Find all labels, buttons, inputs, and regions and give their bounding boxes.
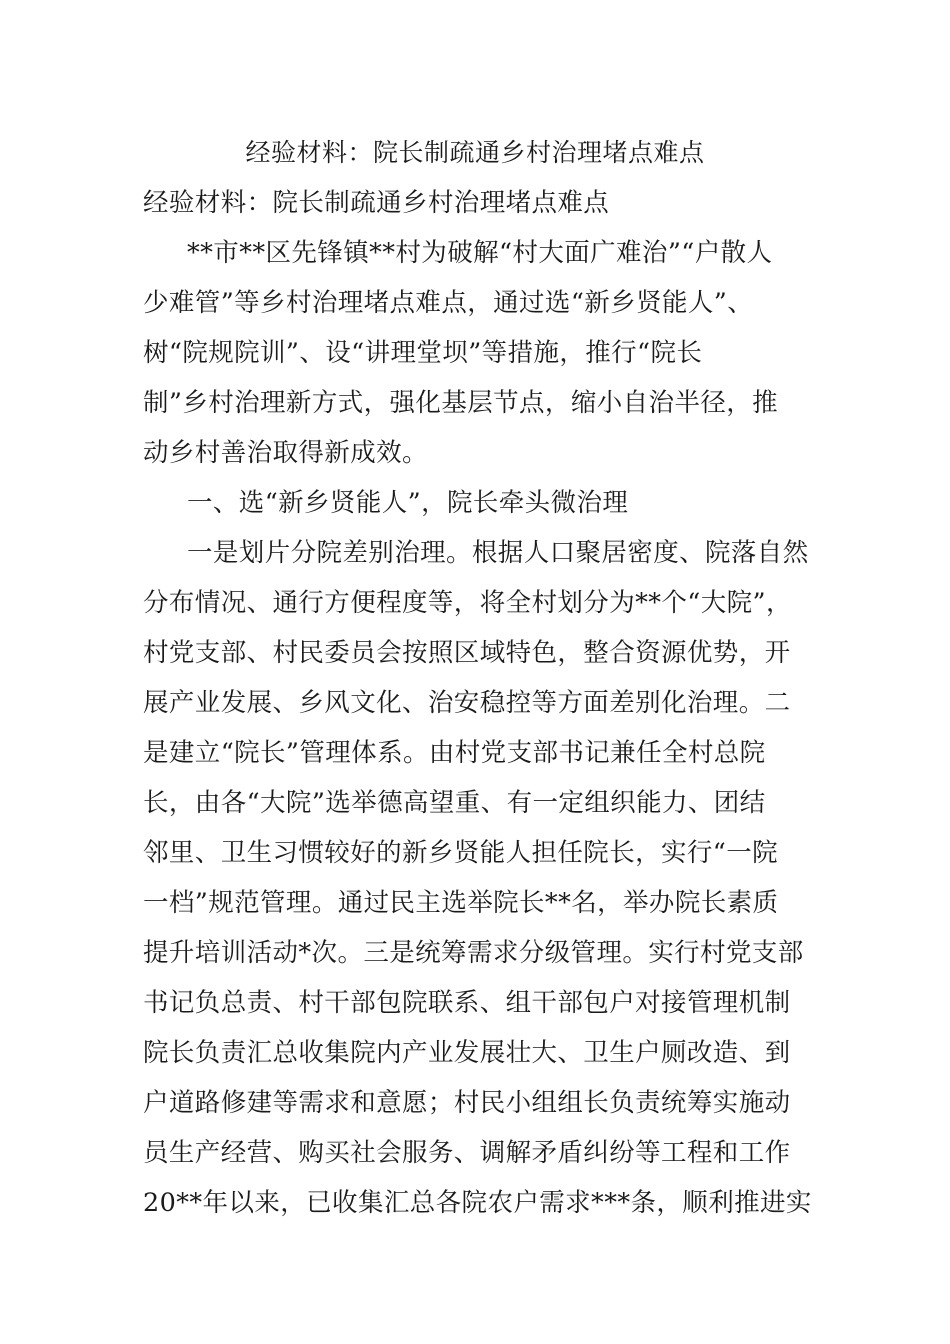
body-line-5: 动乡村善治取得新成效。 bbox=[143, 438, 428, 468]
body-line-4: 制”乡村治理新方式，强化基层节点，缩小自治半径，推 bbox=[143, 388, 779, 418]
body-line-13: 邻里、卫生习惯较好的新乡贤能人担任院长，实行“一院 bbox=[143, 838, 779, 868]
body-line-7: 一是划片分院差别治理。根据人口聚居密度、院落自然 bbox=[187, 538, 809, 568]
body-line-11: 是建立“院长”管理体系。由村党支部书记兼任全村总院 bbox=[143, 738, 766, 768]
body-line-1: **市**区先锋镇**村为破解“村大面广难治”“户散人 bbox=[187, 238, 773, 268]
body-line-2: 少难管”等乡村治理堵点难点，通过选“新乡贤能人”、 bbox=[143, 288, 754, 318]
document-title: 经验材料：院长制疏通乡村治理堵点难点 bbox=[245, 138, 705, 167]
body-line-10: 展产业发展、乡风文化、治安稳控等方面差别化治理。二 bbox=[143, 688, 791, 718]
body-line-subtitle: 经验材料：院长制疏通乡村治理堵点难点 bbox=[143, 188, 610, 218]
body-line-8: 分布情况、通行方便程度等，将全村划分为**个“大院”， bbox=[143, 588, 792, 618]
body-line-3: 树“院规院训”、设“讲理堂坝”等措施，推行“院长 bbox=[143, 338, 703, 368]
section-heading-1: 一、选“新乡贤能人”，院长牵头微治理 bbox=[187, 488, 629, 518]
body-line-20: 20**年以来，已收集汇总各院农户需求***条，顺利推进实 bbox=[143, 1188, 812, 1218]
body-line-15: 提升培训活动*次。三是统筹需求分级管理。实行村党支部 bbox=[143, 938, 804, 968]
body-line-14: 一档”规范管理。通过民主选举院长**名，举办院长素质 bbox=[143, 888, 779, 918]
body-line-12: 长，由各“大院”选举德高望重、有一定组织能力、团结 bbox=[143, 788, 766, 818]
body-line-18: 户道路修建等需求和意愿；村民小组组长负责统筹实施动 bbox=[143, 1088, 791, 1118]
body-line-17: 院长负责汇总收集院内产业发展壮大、卫生户厕改造、到 bbox=[143, 1038, 791, 1068]
body-line-19: 员生产经营、购买社会服务、调解矛盾纠纷等工程和工作 bbox=[143, 1138, 791, 1168]
body-line-9: 村党支部、村民委员会按照区域特色，整合资源优势，开 bbox=[143, 638, 791, 668]
body-line-16: 书记负总责、村干部包院联系、组干部包户对接管理机制 bbox=[143, 988, 791, 1018]
